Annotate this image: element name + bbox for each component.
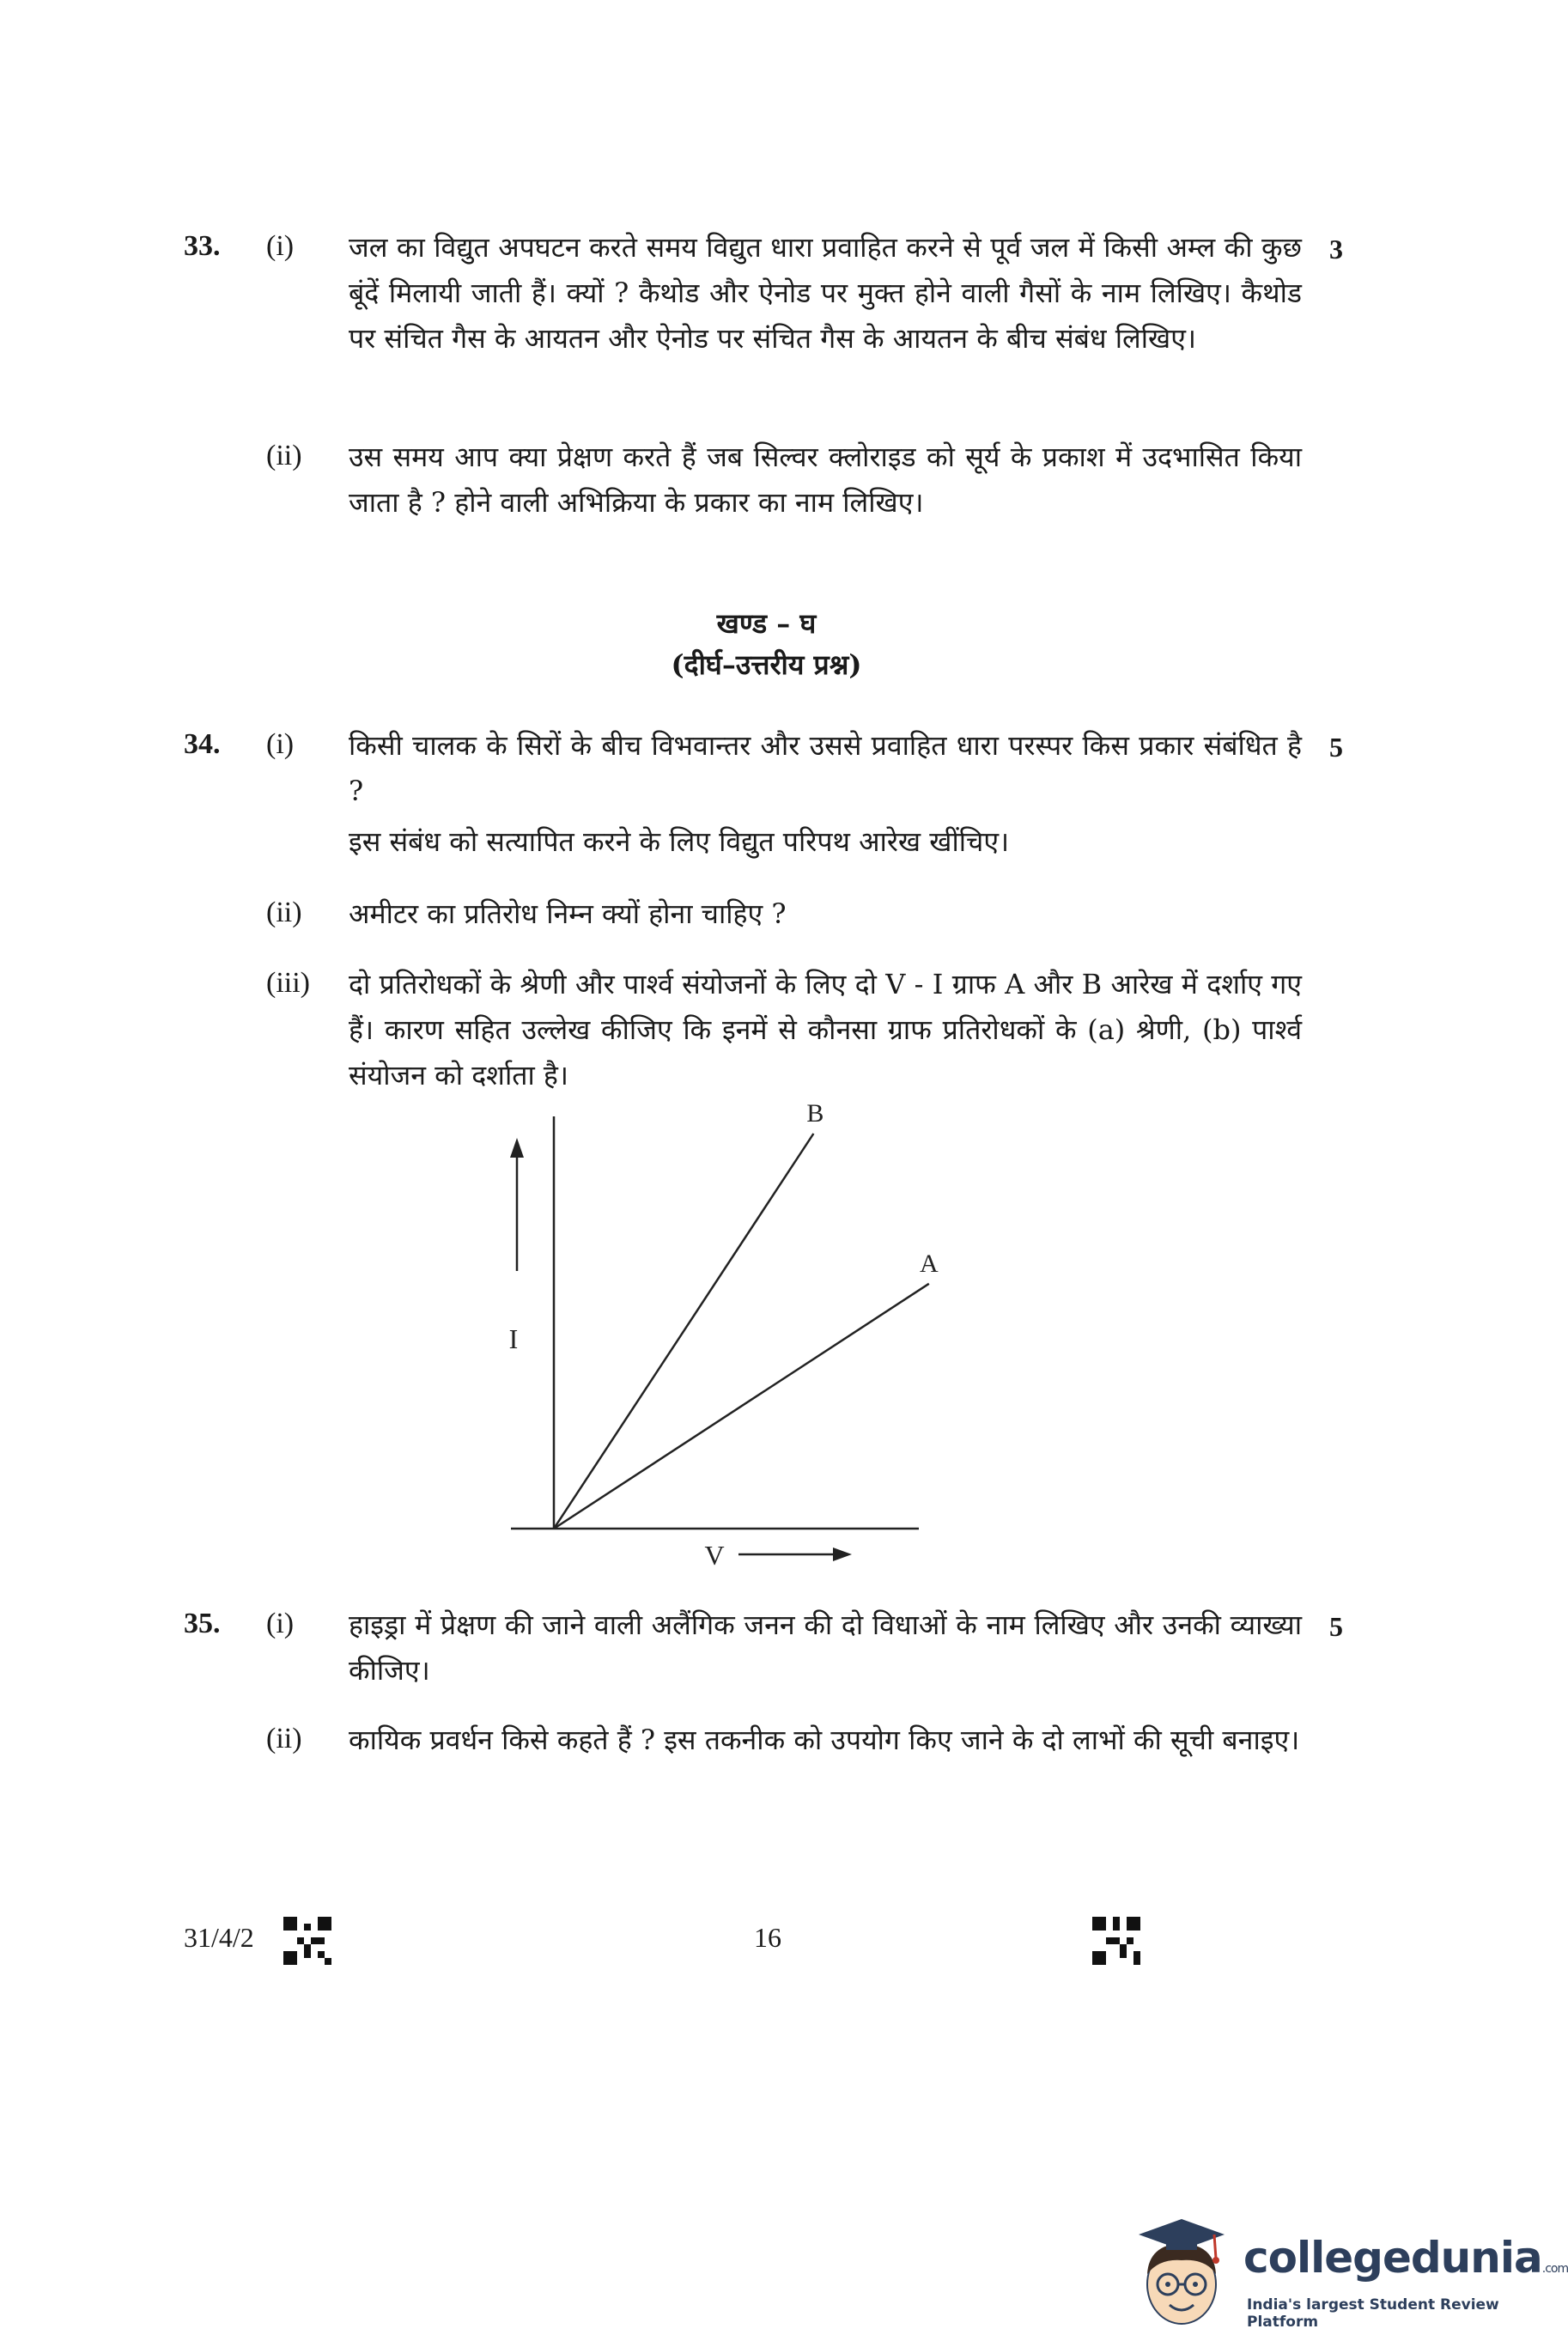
- part-label: (ii): [266, 1723, 302, 1754]
- part-text-line: किसी चालक के सिरों के बीच विभवान्तर और उससे प्रवाहित धारा परस्पर किस प्रकार संबंधित है ?: [349, 729, 1302, 807]
- brand-name: [1243, 2233, 1568, 2283]
- part-text: कायिक प्रवर्धन किसे कहते हैं ? इस तकनीक को उपयोग किए जाने के दो लाभों की सूची बनाइए।: [349, 1724, 1300, 1756]
- part-label: (i): [266, 1608, 295, 1639]
- part-text: जल का विद्युत अपघटन करते समय विद्युत धारा प्रवाहित करने से पूर्व जल में किसी अम्ल की कुछ बूंदें मिलायी जाती हैं। क्यों ? कैथोड और ऐनोड पर मुक्त होने वाली गैसों के नाम लिखिए। कैथोड पर संचित गैस के आयतन और ऐनोड पर संचित गैस के आयतन के बीच संबंध लिखिए।: [349, 231, 1302, 355]
- vi-graph: [481, 1099, 945, 1580]
- page-number: 16: [754, 1922, 781, 1953]
- paper-code: 31/4/2: [184, 1922, 254, 1953]
- part-label: (iii): [266, 967, 310, 999]
- collegedunia-logo[interactable]: [1132, 2214, 1568, 2334]
- section-subtitle: (दीर्घ–उत्तरीय प्रश्न): [671, 648, 862, 681]
- brand-tagline: India's largest Student Review Platform: [1247, 2296, 1499, 2331]
- qr-code-icon: [1092, 1917, 1140, 1965]
- part-text-line: इस संबंध को सत्यापित करने के लिए विद्युत परिपथ आरेख खींचिए।: [349, 825, 1010, 858]
- series-label-B: B: [806, 1099, 824, 1128]
- part-text: उस समय आप क्या प्रेक्षण करते हैं जब सिल्वर क्लोराइड को सूर्य के प्रकाश में उदभासित किया जाता है ? होने वाली अभिक्रिया के प्रकार का नाम लिखिए।: [349, 441, 1302, 519]
- qr-code-icon: [283, 1917, 331, 1965]
- part-label: (i): [266, 728, 295, 760]
- x-arrow-head: [833, 1547, 852, 1561]
- part-label: (i): [266, 230, 295, 262]
- part-label: (ii): [266, 440, 302, 471]
- question-number: 33.: [184, 230, 221, 262]
- series-label-A: A: [919, 1249, 939, 1278]
- section-title: खण्ड – घ: [716, 607, 817, 640]
- question-number: 34.: [184, 728, 221, 760]
- student-mascot-icon: [1132, 2214, 1235, 2334]
- question-number: 35.: [184, 1608, 221, 1639]
- brand-text: collegedunia: [1243, 2233, 1542, 2283]
- marks: 5: [1329, 732, 1343, 763]
- series-line-A: [554, 1284, 929, 1529]
- brand-suffix: .com: [1541, 2262, 1568, 2276]
- part-text: [349, 723, 1302, 865]
- marks: 5: [1329, 1611, 1343, 1642]
- y-axis-label: I: [508, 1323, 519, 1354]
- series-line-B: [554, 1134, 813, 1529]
- part-label: (ii): [266, 897, 302, 928]
- y-arrow-head: [510, 1138, 524, 1158]
- marks: 3: [1329, 234, 1343, 265]
- x-axis-label: V: [704, 1540, 725, 1571]
- part-text: दो प्रतिरोधकों के श्रेणी और पार्श्व संयोजनों के लिए दो V - I ग्राफ A और B आरेख में दर्शाए गए हैं। कारण सहित उल्लेख कीजिए कि इनमें से कौनसा ग्राफ प्रतिरोधकों के (a) श्रेणी, (b) पार्श्व संयोजन को दर्शाता है।: [349, 968, 1302, 1091]
- part-text: अमीटर का प्रतिरोध निम्न क्यों होना चाहिए ?: [349, 897, 787, 930]
- series-layer: [554, 1099, 939, 1529]
- part-text: हाइड्रा में प्रेक्षण की जाने वाली अलैंगिक जनन की दो विधाओं के नाम लिखिए और उनकी व्याख्या कीजिए।: [349, 1608, 1302, 1687]
